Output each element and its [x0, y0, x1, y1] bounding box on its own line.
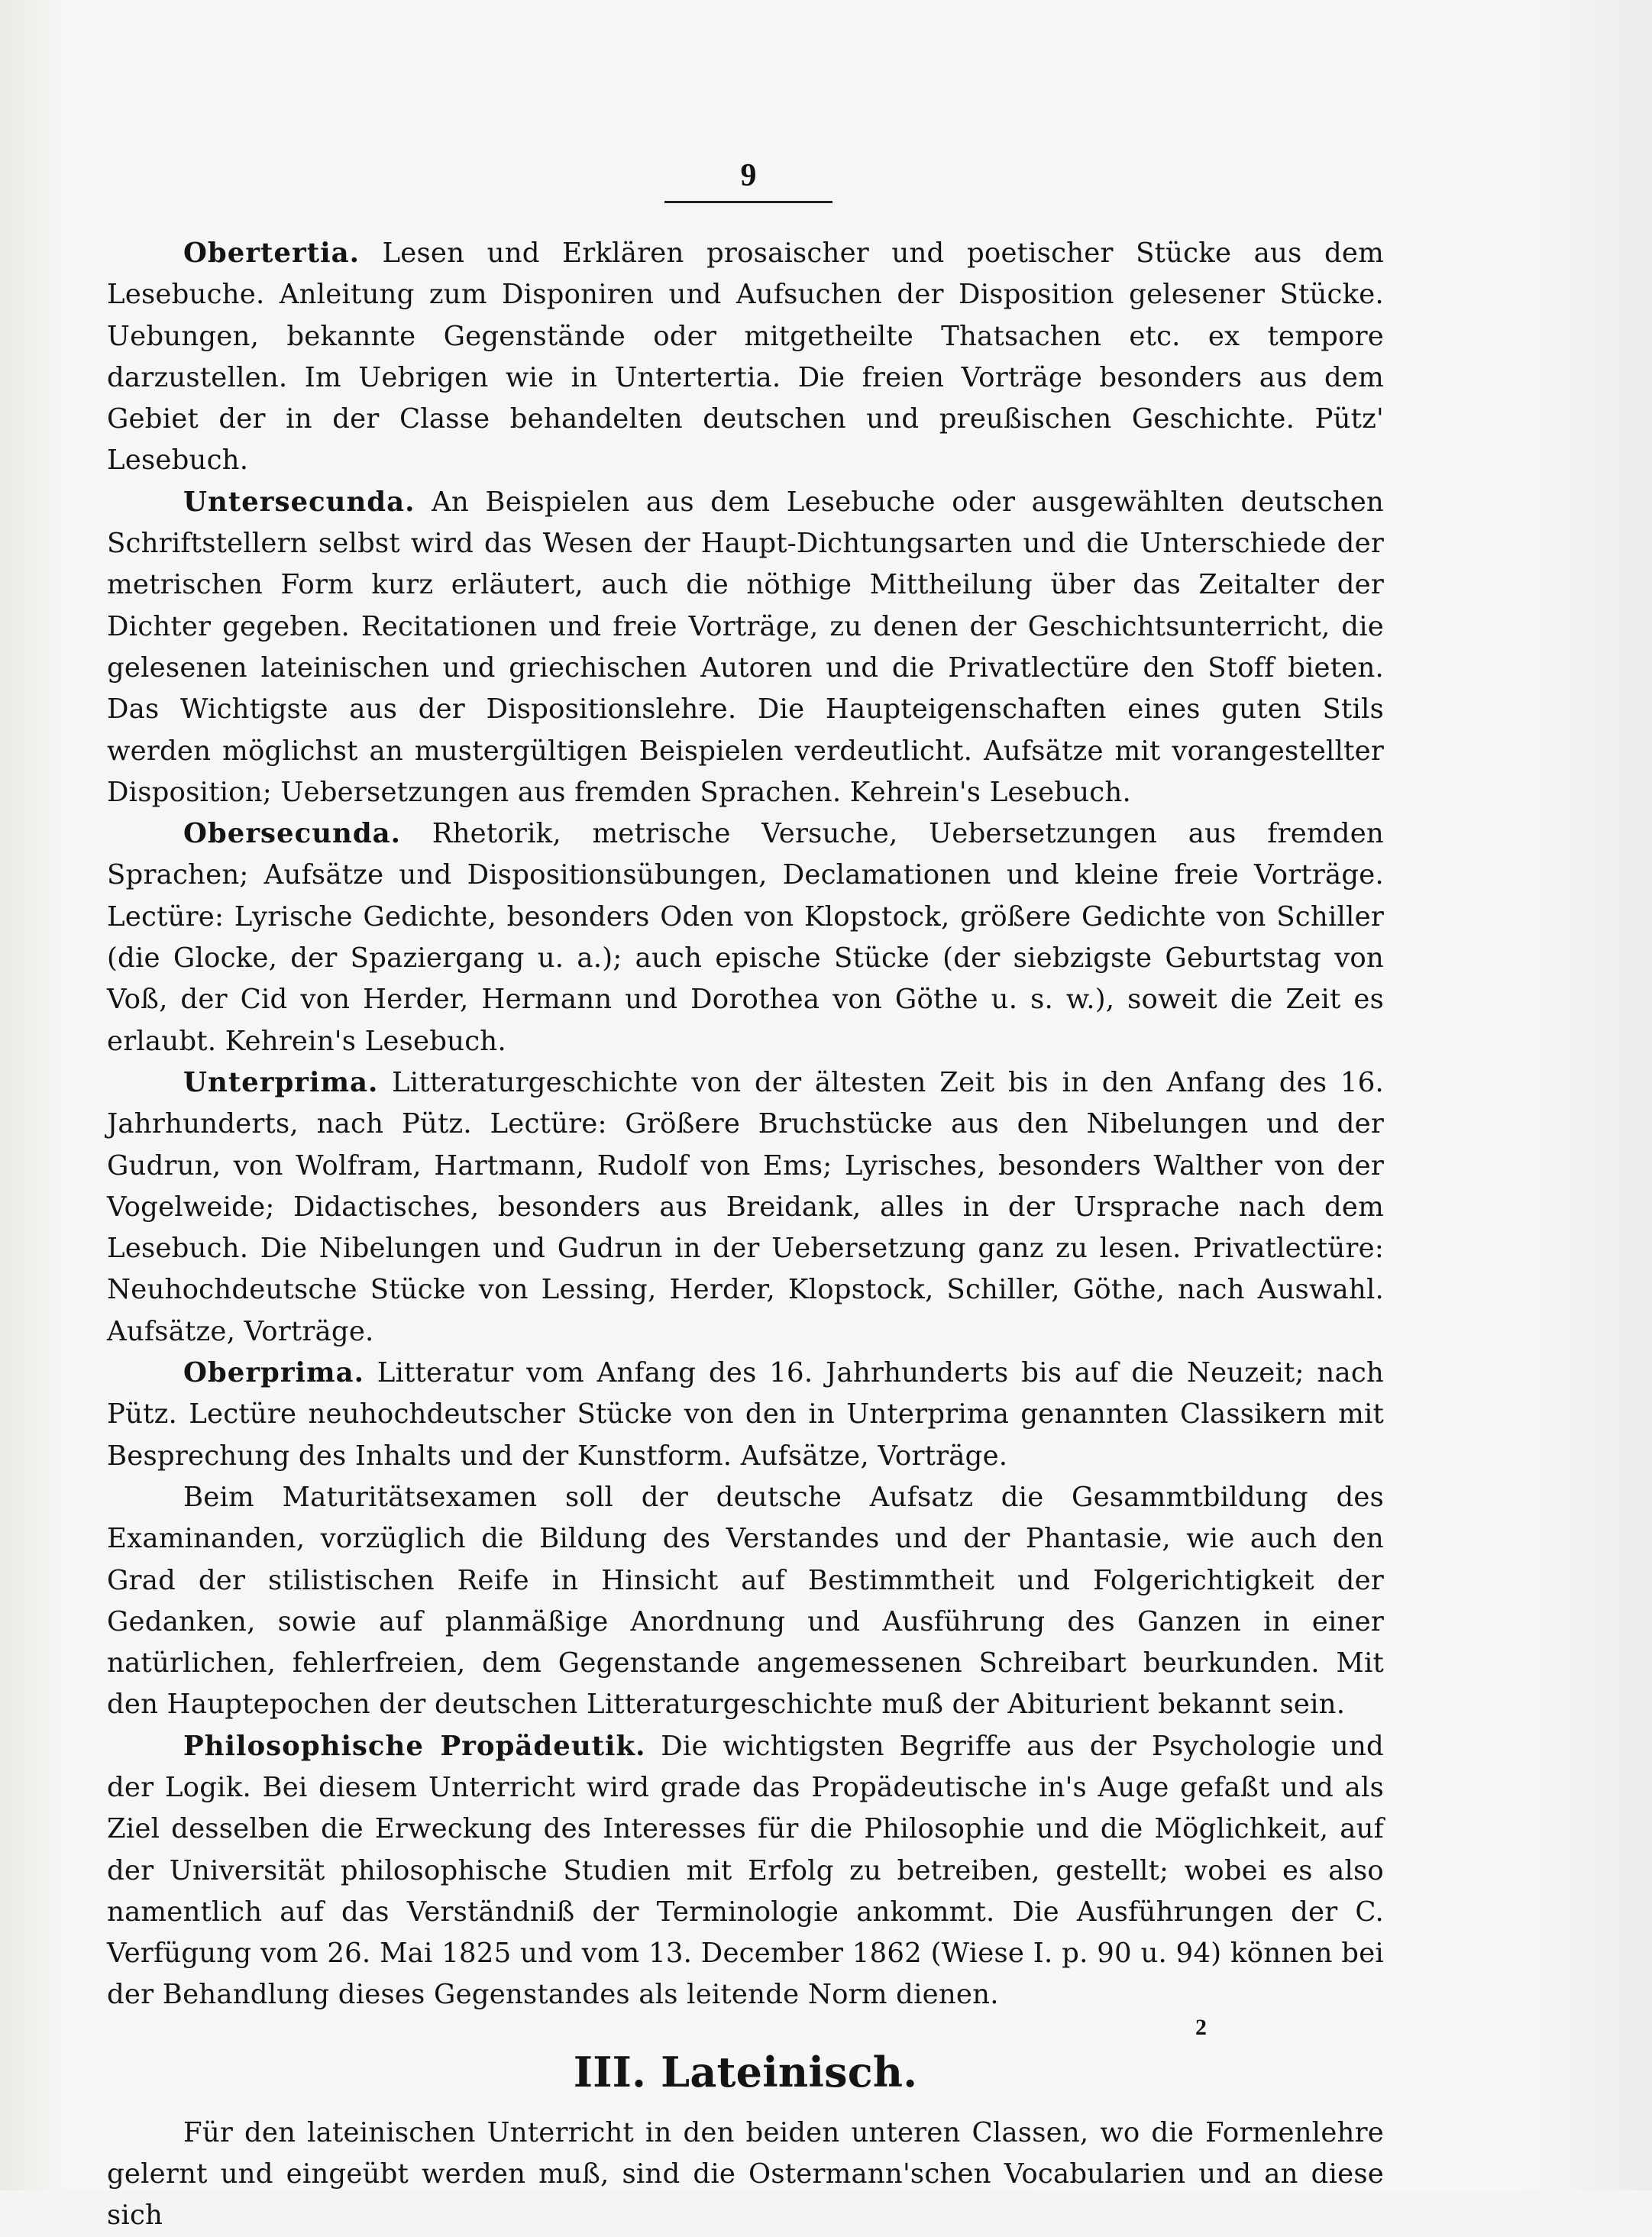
page-header — [664, 157, 832, 203]
paragraph-heading: Philosophische Propädeutik. — [183, 1730, 646, 1762]
page-number: 9 — [740, 158, 757, 193]
paragraph-lateinisch — [107, 2113, 1384, 2237]
paragraph-heading: Untersecunda. — [183, 486, 415, 518]
paragraph-text: Für den lateinischen Unterricht in den beiden unteren Classen, wo die Formenlehre gelernt und eingeübt werden muß, sind die Ostermann'schen Vocabularien und an diese sich — [107, 2116, 1384, 2232]
paragraph-unterprima — [107, 1062, 1384, 1353]
paragraph-text: Beim Maturitätsexamen soll der deutsche Aufsatz die Gesammtbildung des Examinanden, vorzüglich die Bildung des Verstandes und der Phantasie, wie auch den Grad der stilistischen Reife in Hinsicht auf Bestimmtheit und Folgerichtigkeit der Gedanken, sowie auf planmäßige Anordnung und Ausführung des Ganzen in einer natürlichen, fehlerfreien, dem Gegenstande angemessenen Schreibart beurkunden. Mit den Hauptepochen der deutschen Litteraturgeschichte muß der Abiturient bekannt sein. — [107, 1481, 1384, 1721]
paragraph-heading: Obertertia. — [183, 238, 360, 269]
paragraph-maturitaetsexamen — [107, 1477, 1384, 1726]
paragraph-heading: Obersecunda. — [183, 818, 402, 850]
paragraph-text: Lesen und Erklären prosaischer und poetischer Stücke aus dem Lesebuche. Anleitung zum Disponiren und Aufsuchen der Disposition gelesener Stücke. Uebungen, bekannte Gegenstände oder mitgetheilte Thatsachen etc. ex tempore darzustellen. Im Uebrigen wie in Untertertia. Die freien Vorträge besonders aus dem Gebiet der in der Classe behandelten deutschen und preußischen Geschichte. Pütz' Lesebuch. — [107, 238, 1384, 477]
paragraph-text: Litteraturgeschichte von der ältesten Zeit bis in den Anfang des 16. Jahrhunderts, nach Pütz. Lectüre: Größere Bruchstücke aus den Nibelungen und der Gudrun, von Wolfram, Hartmann, Rudolf von Ems; Lyrisches, besonders Walther von der Vogelweide; Didactisches, besonders aus Breidank, alles in der Ursprache nach dem Lesebuch. Die Nibelungen und Gudrun in der Uebersetzung ganz zu lesen. Privatlectüre: Neuhochdeutsche Stücke von Lessing, Herder, Klopstock, Schiller, Göthe, nach Auswahl. Aufsätze, Vorträge. — [107, 1066, 1384, 1347]
paragraph-obersecunda — [107, 813, 1384, 1062]
paragraph-text: Rhetorik, metrische Versuche, Uebersetzungen aus fremden Sprachen; Aufsätze und Dispositionsübungen, Declamationen und kleine freie Vorträge. Lectüre: Lyrische Gedichte, besonders Oden von Klopstock, größere Gedichte von Schiller (die Glocke, der Spaziergang u. a.); auch epische Stücke (der siebzigste Geburtstag von Voß, der Cid von Herder, Hermann und Dorothea von Göthe u. s. w.), soweit die Zeit es erlaubt. Kehrein's Lesebuch. — [107, 818, 1384, 1057]
paragraph-oberprima — [107, 1353, 1384, 1477]
paragraph-philosophische-propaedeutik — [107, 1726, 1384, 2016]
paragraph-untersecunda — [107, 482, 1384, 813]
header-rule — [664, 201, 832, 203]
paragraph-heading: Unterprima. — [183, 1066, 379, 1098]
paragraph-text: Die wichtigsten Begriffe aus der Psychologie und der Logik. Bei diesem Unterricht wird grade das Propädeutische in's Auge gefaßt und als Ziel desselben die Erweckung des Interesses für die Philosophie und die Möglichkeit, auf der Universität philosophische Studien mit Erfolg zu betreiben, gestellt; wobei es also namentlich auf das Verständniß der Terminologie ankommt. Die Ausführungen der C. Verfügung vom 26. Mai 1825 und vom 13. December 1862 (Wiese I. p. 90 u. 94) können bei der Behandlung dieses Gegenstandes als leitende Norm dienen. — [107, 1730, 1384, 2011]
paragraph-heading: Oberprima. — [183, 1357, 364, 1389]
paragraph-text: An Beispielen aus dem Lesebuche oder ausgewählten deutschen Schriftstellern selbst wird das Wesen der Haupt-Dichtungsarten und die Unterschiede der metrischen Form kurz erläutert, auch die nöthige Mittheilung über das Zeitalter der Dichter gegeben. Recitationen und freie Vorträge, zu denen der Geschichtsunterricht, die gelesenen lateinischen und griechischen Autoren und die Privatlectüre den Stoff bieten. Das Wichtigste aus der Dispositionslehre. Die Haupteigenschaften eines guten Stils werden möglichst an mustergültigen Beispielen verdeutlicht. Aufsätze mit vorangestellter Disposition; Uebersetzungen aus fremden Sprachen. Kehrein's Lesebuch. — [107, 486, 1384, 808]
signature-mark: 2 — [1195, 2015, 1207, 2040]
paragraph-text: Litteratur vom Anfang des 16. Jahrhunderts bis auf die Neuzeit; nach Pütz. Lectüre neuhochdeutscher Stücke von den in Unterprima genannten Classikern mit Besprechung des Inhalts und der Kunstform. Aufsätze, Vorträge. — [107, 1357, 1384, 1472]
body-text — [107, 233, 1384, 2237]
section-title: III. Lateinisch. — [573, 2047, 918, 2096]
paragraph-obertertia — [107, 233, 1384, 482]
